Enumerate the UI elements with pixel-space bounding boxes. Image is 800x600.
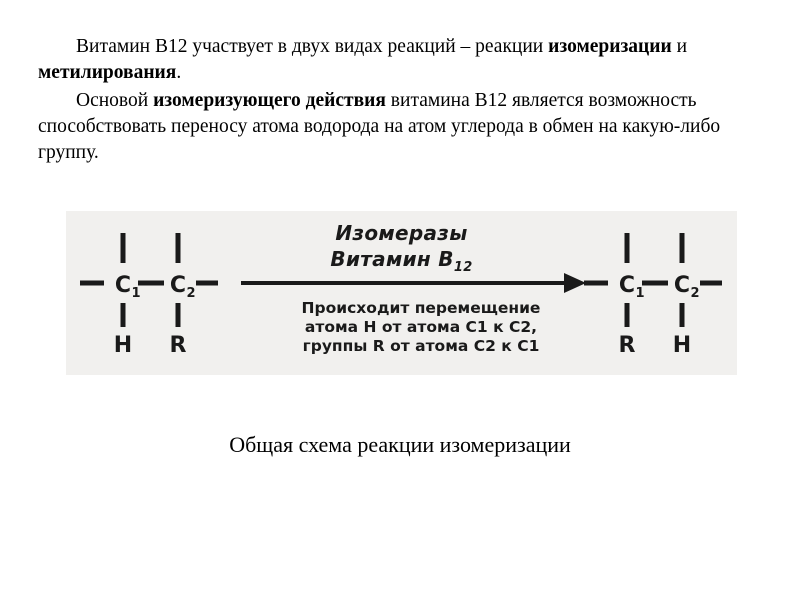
svg-text:R: R (618, 333, 636, 358)
svg-text:C: C (673, 273, 691, 298)
figure-title-enzymes: Изомеразы (335, 221, 468, 245)
figure-description (271, 299, 571, 356)
figure-title-vitamin-text: Витамин В (330, 247, 454, 271)
reaction-scheme-figure (66, 211, 737, 375)
svg-text:H: H (113, 333, 133, 358)
text-run: и (671, 36, 688, 57)
text-run: витамина В12 является возможность способствовать переносу атома водорода на атом углерода в обмен на какую-либо группу. (38, 90, 721, 163)
text-run: Витамин В12 участвует в двух видах реакций – реакции (76, 36, 549, 57)
figure-description-line: атома Н от атома С1 к С2, (304, 318, 538, 336)
text-run-bold: метилирования (38, 62, 177, 83)
figure-inner (66, 211, 737, 375)
paragraph-1 (38, 34, 768, 86)
svg-text:2: 2 (186, 286, 196, 301)
figure-description-line: группы R от атома С2 к С1 (302, 337, 540, 355)
text-run-bold: изомеризации (548, 36, 672, 57)
body-text (38, 34, 768, 166)
svg-text:C: C (114, 273, 132, 298)
svg-text:2: 2 (690, 286, 700, 301)
text-run-bold: изомеризующего действия (153, 90, 386, 111)
svg-text:C: C (169, 273, 187, 298)
svg-text:H: H (672, 333, 692, 358)
text-run: Основой (76, 90, 154, 111)
text-run: . (176, 62, 182, 83)
svg-text:1: 1 (131, 286, 141, 301)
svg-text:C: C (618, 273, 636, 298)
figure-title-vitamin (66, 247, 737, 275)
figure-description-line: Происходит перемещение (301, 299, 541, 317)
svg-text:1: 1 (635, 286, 645, 301)
figure-title-vitamin-subscript: 12 (453, 260, 473, 275)
paragraph-2 (38, 88, 768, 166)
svg-text:R: R (169, 333, 187, 358)
figure-caption: Общая схема реакции изомеризации (229, 432, 571, 457)
